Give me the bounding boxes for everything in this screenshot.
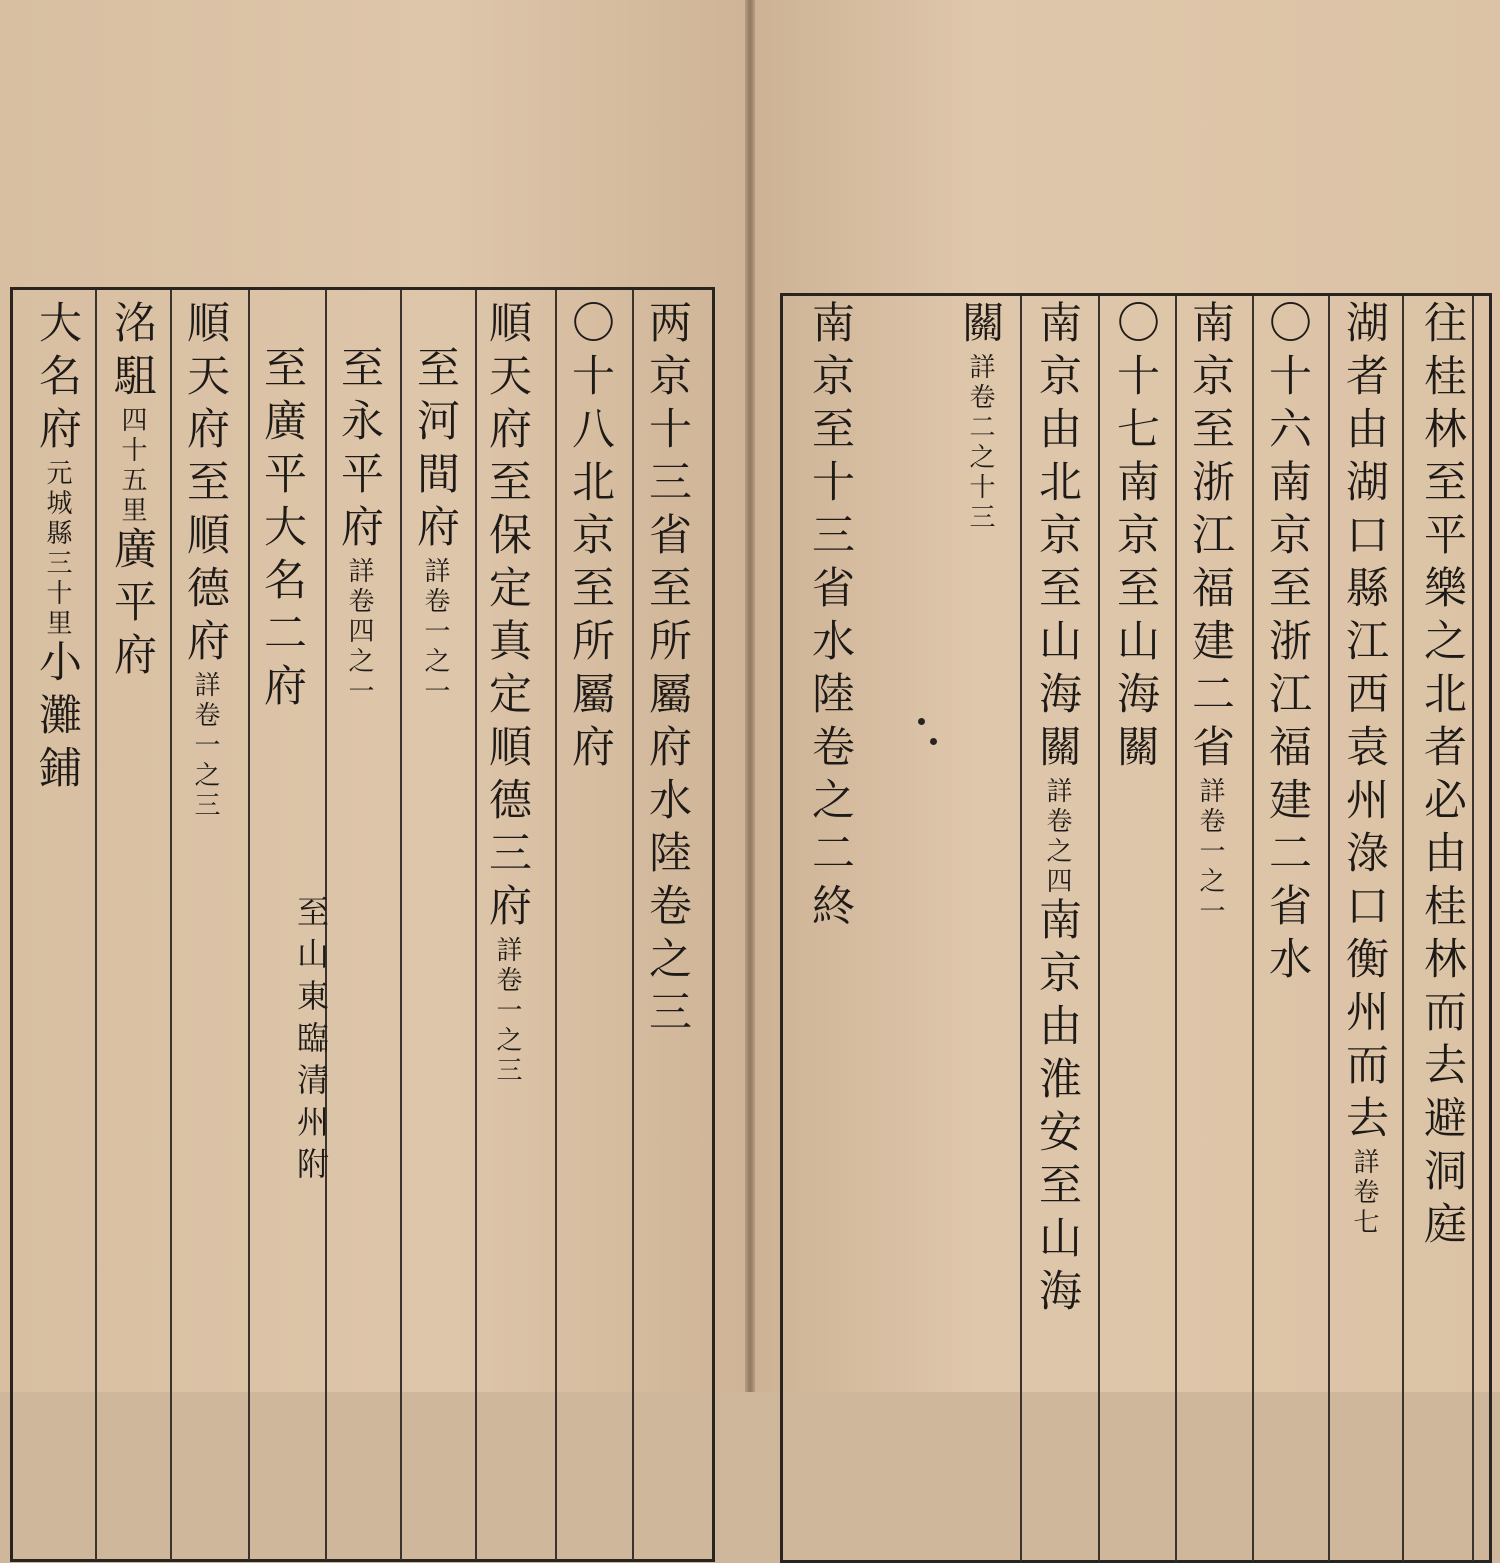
left-col-entry: 大名府元城縣三十里小灘鋪 — [32, 300, 82, 798]
column-rule — [170, 290, 172, 1560]
column-rule — [1252, 296, 1254, 1561]
book-gutter — [745, 0, 755, 1392]
column-rule — [95, 290, 97, 1560]
column-rule — [555, 290, 557, 1560]
column-rule — [1098, 296, 1100, 1561]
right-col-entry: 湖者由湖口縣江西袁州淥口衡州而去詳卷七 — [1339, 300, 1389, 1238]
right-col-heading: 〇十七南京至山海關 — [1110, 300, 1160, 777]
right-col-heading: 〇十六南京至浙江福建二省水 — [1262, 300, 1312, 989]
right-col-colophon: 南京至十三省水陸卷之二終 — [805, 300, 855, 936]
column-rule — [1472, 296, 1474, 1561]
left-col-entry: 至永平府詳卷四之一 — [334, 345, 384, 707]
left-col-entry: 洺駔四十五里廣平府 — [107, 300, 157, 685]
column-rule — [400, 290, 402, 1560]
left-col-note: 至山東臨清州附 — [292, 895, 330, 1189]
left-col-entry: 順天府至順德府詳卷一之三 — [180, 300, 230, 821]
ink-dot — [918, 718, 925, 725]
right-col-entry: 南京由北京至山海關詳卷之四南京由淮安至山海 — [1032, 300, 1082, 1321]
left-col-title: 两京十三省至所屬府水陸卷之三 — [642, 300, 692, 1042]
column-rule — [1402, 296, 1404, 1561]
right-col-entry: 往桂林至平樂之北者必由桂林而去避洞庭 — [1417, 300, 1467, 1254]
right-col-entry: 南京至浙江福建二省詳卷一之一 — [1185, 300, 1235, 927]
column-rule — [1020, 296, 1022, 1561]
left-col-entry: 至廣平大名二府 — [257, 345, 307, 716]
left-col-entry: 順天府至保定真定順德三府詳卷一之三 — [482, 300, 532, 1086]
column-rule — [1175, 296, 1177, 1561]
column-rule — [632, 290, 634, 1560]
column-rule — [248, 290, 250, 1560]
ink-dot — [930, 738, 937, 745]
column-rule — [475, 290, 477, 1560]
column-rule — [1328, 296, 1330, 1561]
left-col-entry: 至河間府詳卷一之一 — [410, 345, 460, 707]
left-col-heading: 〇十八北京至所屬府 — [565, 300, 615, 777]
right-col-entry: 關詳卷二之十三 — [955, 300, 1005, 533]
